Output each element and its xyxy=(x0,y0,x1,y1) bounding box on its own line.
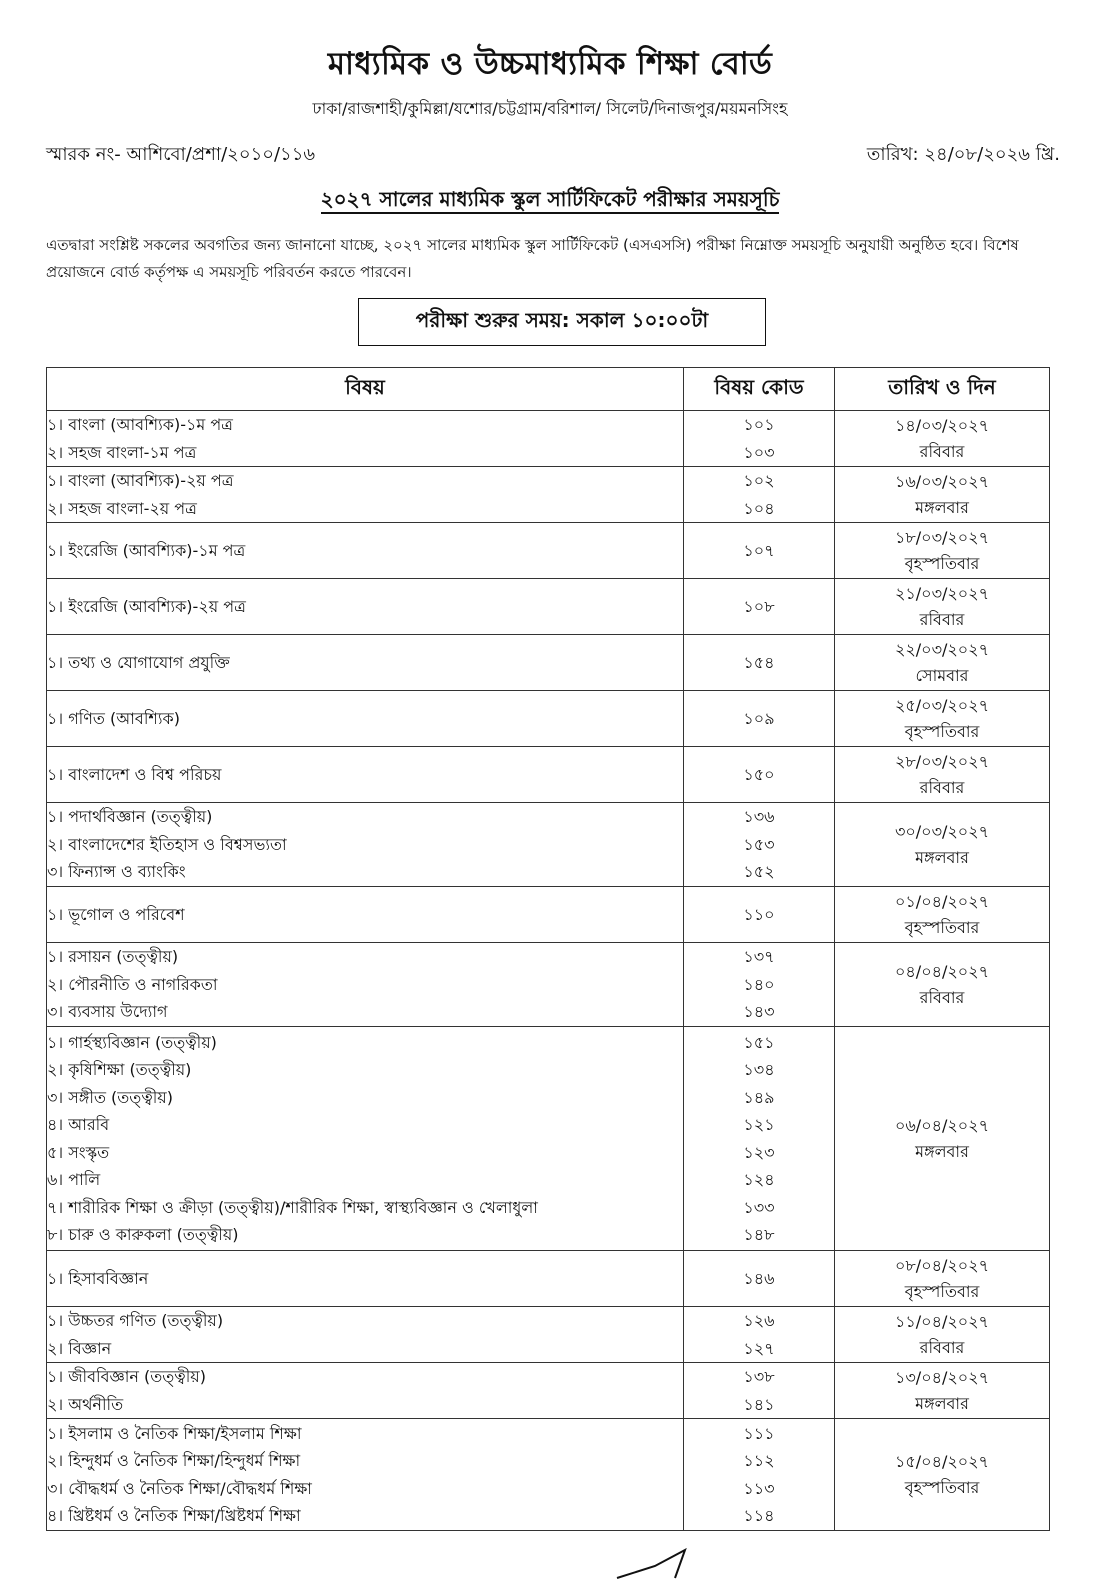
subject-cell xyxy=(47,691,684,747)
header-code: বিষয় কোড xyxy=(684,368,835,411)
subject-cell xyxy=(47,943,684,1027)
subject-name: ১। ইংরেজি (আবশ্যিক)-২য় পত্র xyxy=(47,596,246,616)
code-cell xyxy=(684,635,835,691)
subject-code: ১৩৭ xyxy=(743,947,775,967)
subject-name: ১। গার্হস্থ্যবিজ্ঞান (তত্ত্বীয়) xyxy=(47,1032,217,1052)
subject-code: ১০৯ xyxy=(743,708,775,728)
subject-name: ১। বাংলাদেশ ও বিশ্ব পরিচয় xyxy=(47,764,222,784)
code-cell xyxy=(684,1419,835,1531)
subject-name: ১। উচ্চতর গণিত (তত্ত্বীয়) xyxy=(47,1311,224,1330)
code-cell xyxy=(684,887,835,943)
subject-code: ১৫৩ xyxy=(743,834,775,854)
exam-start-time-box: পরীক্ষা শুরুর সময়: সকাল ১০:০০টা xyxy=(358,298,766,346)
exam-date: ২৫/০৩/২০২৭ xyxy=(895,695,989,715)
exam-day: মঙ্গলবার xyxy=(915,497,969,517)
signature-mark xyxy=(615,1548,695,1581)
date-cell xyxy=(835,579,1050,635)
subject-code: ১১০ xyxy=(743,904,775,924)
subject-code: ১১৩ xyxy=(743,1478,775,1498)
code-cell xyxy=(684,691,835,747)
subject-code: ১০৪ xyxy=(743,498,775,518)
subject-cell xyxy=(47,1419,684,1531)
table-row xyxy=(47,1251,1050,1307)
board-cities: ঢাকা/রাজশাহী/কুমিল্লা/যশোর/চট্টগ্রাম/বরিশাল/ সিলেট/দিনাজপুর/ময়মনসিংহ xyxy=(312,99,788,118)
date-cell xyxy=(835,1027,1050,1251)
exam-date: ৩০/০৩/২০২৭ xyxy=(894,821,989,841)
exam-day: বৃহস্পতিবার xyxy=(904,553,980,573)
exam-date: ১৩/০৪/২০২৭ xyxy=(895,1367,989,1387)
subject-cell xyxy=(47,887,684,943)
document-title-text: ২০২৭ সালের মাধ্যমিক স্কুল সার্টিফিকেট পরীক্ষার সময়সূচি xyxy=(321,187,780,214)
subject-code: ১৫১ xyxy=(743,1032,775,1052)
table-row xyxy=(47,1027,1050,1251)
exam-date: ০৬/০৪/২০২৭ xyxy=(895,1115,989,1135)
subject-name: ৩। ব্যবসায় উদ্যোগ xyxy=(47,1002,168,1022)
exam-day: রবিবার xyxy=(919,1337,965,1357)
subject-code: ১৪৩ xyxy=(743,1002,775,1022)
exam-date: ২৮/০৩/২০২৭ xyxy=(895,751,989,771)
exam-date: ০১/০৪/২০২৭ xyxy=(895,891,989,911)
subject-code: ১০২ xyxy=(743,471,775,490)
subject-name: ১। রসায়ন (তত্ত্বীয়) xyxy=(47,947,179,967)
subject-code: ১৪৬ xyxy=(743,1268,775,1288)
code-cell xyxy=(684,943,835,1027)
date-cell xyxy=(835,943,1050,1027)
exam-date: ১৪/০৩/২০২৭ xyxy=(895,415,989,435)
subject-code: ১৪৯ xyxy=(743,1087,775,1107)
code-cell xyxy=(684,411,835,467)
subject-name: ৩। বৌদ্ধধর্ম ও নৈতিক শিক্ষা/বৌদ্ধধর্ম শিক্ষা xyxy=(47,1478,312,1498)
exam-date: ১১/০৪/২০২৭ xyxy=(895,1311,989,1331)
subject-code: ১৫০ xyxy=(743,764,775,784)
subject-name: ৮। চারু ও কারুকলা (তত্ত্বীয়) xyxy=(47,1225,239,1244)
date-cell xyxy=(835,747,1050,803)
exam-day: বৃহস্পতিবার xyxy=(904,721,980,741)
table-header-row xyxy=(47,368,1050,411)
subject-code: ১৩৮ xyxy=(743,1367,775,1386)
date-cell xyxy=(835,1419,1050,1531)
subject-code: ১৫২ xyxy=(743,862,775,882)
header-subject: বিষয় xyxy=(47,368,684,411)
table-row xyxy=(47,691,1050,747)
exam-date: ১৬/০৩/২০২৭ xyxy=(895,471,989,491)
subject-name: ২। কৃষিশিক্ষা (তত্ত্বীয়) xyxy=(47,1060,192,1079)
memo-date: তারিখ: ২৪/০৮/২০২৬ খ্রি. xyxy=(866,144,1060,165)
subject-name: ২। সহজ বাংলা-১ম পত্র xyxy=(47,442,197,462)
subject-cell xyxy=(47,803,684,887)
date-cell xyxy=(835,635,1050,691)
subject-code: ১৪০ xyxy=(743,974,775,994)
subject-cell xyxy=(47,579,684,635)
table-row xyxy=(47,1419,1050,1531)
subject-name: ৭। শারীরিক শিক্ষা ও ক্রীড়া (তত্ত্বীয়)/শারীরিক শিক্ষা, স্বাস্থ্যবিজ্ঞান ও খেলাধুলা xyxy=(47,1197,538,1217)
exam-date: ০৪/০৪/২০২৭ xyxy=(895,961,989,981)
exam-day: বৃহস্পতিবার xyxy=(904,1477,980,1497)
subject-name: ৩। ফিন্যান্স ও ব্যাংকিং xyxy=(47,862,186,882)
subject-name: ৩। সঙ্গীত (তত্ত্বীয়) xyxy=(47,1087,173,1107)
subject-name: ২। বিজ্ঞান xyxy=(47,1338,112,1358)
subject-code: ১৪৮ xyxy=(743,1225,775,1244)
table-row xyxy=(47,747,1050,803)
table-row xyxy=(47,1363,1050,1419)
schedule-body xyxy=(47,411,1050,1531)
subject-name: ১। গণিত (আবশ্যিক) xyxy=(47,708,180,728)
subject-name: ২। সহজ বাংলা-২য় পত্র xyxy=(47,498,197,518)
subject-name: ১। বাংলা (আবশ্যিক)-২য় পত্র xyxy=(47,471,234,490)
exam-date: ০৮/০৪/২০২৭ xyxy=(895,1255,989,1275)
date-cell xyxy=(835,1363,1050,1419)
subject-code: ১২১ xyxy=(743,1115,775,1134)
date-cell xyxy=(835,467,1050,523)
subject-cell xyxy=(47,523,684,579)
subject-cell xyxy=(47,747,684,803)
exam-day: রবিবার xyxy=(919,441,965,461)
subject-name: ২। পৌরনীতি ও নাগরিকতা xyxy=(47,974,218,994)
exam-day: মঙ্গলবার xyxy=(915,1141,969,1161)
subject-code: ১৩৬ xyxy=(743,807,775,827)
header-date: তারিখ ও দিন xyxy=(835,368,1050,411)
table-row xyxy=(47,523,1050,579)
date-cell xyxy=(835,523,1050,579)
exam-date: ১৮/০৩/২০২৭ xyxy=(895,527,989,547)
table-row xyxy=(47,1307,1050,1363)
subject-cell xyxy=(47,1027,684,1251)
subject-name: ১। পদার্থবিজ্ঞান (তত্ত্বীয়) xyxy=(47,807,213,827)
subject-code: ১৪১ xyxy=(743,1394,775,1414)
subject-cell xyxy=(47,635,684,691)
subject-code: ১২৭ xyxy=(743,1338,775,1358)
subject-cell xyxy=(47,467,684,523)
exam-day: বৃহস্পতিবার xyxy=(904,917,980,937)
subject-name: ১। ভূগোল ও পরিবেশ xyxy=(47,904,185,924)
subject-name: ১। ইসলাম ও নৈতিক শিক্ষা/ইসলাম শিক্ষা xyxy=(47,1423,302,1443)
code-cell xyxy=(684,747,835,803)
exam-day: সোমবার xyxy=(915,665,969,685)
subject-name: ২। অর্থনীতি xyxy=(47,1394,124,1414)
table-row xyxy=(47,635,1050,691)
subject-cell xyxy=(47,1251,684,1307)
date-cell xyxy=(835,691,1050,747)
date-cell xyxy=(835,411,1050,467)
memo-number: স্মারক নং- আশিবো/প্রশা/২০১০/১১৬ xyxy=(46,144,316,165)
subject-code: ১০৭ xyxy=(743,540,775,560)
subject-code: ১৫৪ xyxy=(743,652,775,672)
code-cell xyxy=(684,803,835,887)
exam-date: ২১/০৩/২০২৭ xyxy=(895,583,989,603)
subject-name: ৫। সংস্কৃত xyxy=(47,1142,110,1162)
subject-name: ২। হিন্দুধর্ম ও নৈতিক শিক্ষা/হিন্দুধর্ম শিক্ষা xyxy=(47,1451,301,1470)
table-row xyxy=(47,467,1050,523)
code-cell xyxy=(684,1027,835,1251)
subject-code: ১২৪ xyxy=(743,1170,775,1189)
subject-code: ১১১ xyxy=(743,1423,775,1443)
subject-code: ১১২ xyxy=(743,1451,775,1470)
date-cell xyxy=(835,803,1050,887)
subject-code: ১০৮ xyxy=(743,596,775,616)
subject-name: ৪। আরবি xyxy=(47,1115,110,1134)
subject-code: ১১৪ xyxy=(743,1506,775,1525)
date-cell xyxy=(835,1307,1050,1363)
exam-day: রবিবার xyxy=(919,609,965,629)
exam-schedule-table xyxy=(46,367,1050,1531)
table-row xyxy=(47,943,1050,1027)
code-cell xyxy=(684,1363,835,1419)
table-row xyxy=(47,579,1050,635)
subject-code: ১০১ xyxy=(743,415,775,434)
intro-paragraph: এতদ্বারা সংশ্লিষ্ট সকলের অবগতির জন্য জানানো যাচ্ছে, ২০২৭ সালের মাধ্যমিক স্কুল সার্টিফিকেট (এসএসসি) পরীক্ষা নিম্নোক্ত সময়সূচি অনুযায়ী অনুষ্ঠিত হবে। বিশেষ প্রয়োজনে বোর্ড কর্তৃপক্ষ এ সময়সূচি পরিবর্তন করতে পারবেন। xyxy=(46,236,1019,281)
date-cell xyxy=(835,1251,1050,1307)
subject-name: ১। হিসাববিজ্ঞান xyxy=(47,1268,149,1288)
code-cell xyxy=(684,467,835,523)
exam-day: রবিবার xyxy=(919,987,965,1007)
subject-code: ১৩৩ xyxy=(743,1197,775,1217)
exam-date: ২২/০৩/২০২৭ xyxy=(894,639,989,659)
subject-name: ১। তথ্য ও যোগাযোগ প্রযুক্তি xyxy=(47,652,230,672)
subject-name: ১। ইংরেজি (আবশ্যিক)-১ম পত্র xyxy=(47,540,246,560)
date-cell xyxy=(835,887,1050,943)
subject-name: ৪। খ্রিষ্টধর্ম ও নৈতিক শিক্ষা/খ্রিষ্টধর্ম শিক্ষা xyxy=(47,1506,301,1525)
document-title xyxy=(0,185,1100,218)
subject-code: ১৩৪ xyxy=(743,1060,775,1079)
subject-name: ২। বাংলাদেশের ইতিহাস ও বিশ্বসভ্যতা xyxy=(47,834,287,854)
subject-code: ১২৬ xyxy=(743,1311,775,1330)
code-cell xyxy=(684,523,835,579)
table-row xyxy=(47,411,1050,467)
subject-name: ৬। পালি xyxy=(47,1170,101,1189)
exam-day: মঙ্গলবার xyxy=(915,1393,969,1413)
subject-code: ১২৩ xyxy=(743,1142,775,1162)
code-cell xyxy=(684,1251,835,1307)
table-row xyxy=(47,887,1050,943)
subject-code: ১০৩ xyxy=(743,442,775,462)
exam-day: বৃহস্পতিবার xyxy=(904,1281,980,1301)
subject-cell xyxy=(47,1363,684,1419)
exam-day: মঙ্গলবার xyxy=(915,847,969,867)
exam-day: রবিবার xyxy=(919,777,965,797)
table-row xyxy=(47,803,1050,887)
code-cell xyxy=(684,1307,835,1363)
board-title: মাধ্যমিক ও উচ্চমাধ্যমিক শিক্ষা বোর্ড xyxy=(327,46,773,82)
code-cell xyxy=(684,579,835,635)
subject-cell xyxy=(47,411,684,467)
exam-date: ১৫/০৪/২০২৭ xyxy=(895,1451,989,1471)
subject-name: ১। জীববিজ্ঞান (তত্ত্বীয়) xyxy=(47,1367,206,1386)
subject-name: ১। বাংলা (আবশ্যিক)-১ম পত্র xyxy=(47,415,233,434)
subject-cell xyxy=(47,1307,684,1363)
